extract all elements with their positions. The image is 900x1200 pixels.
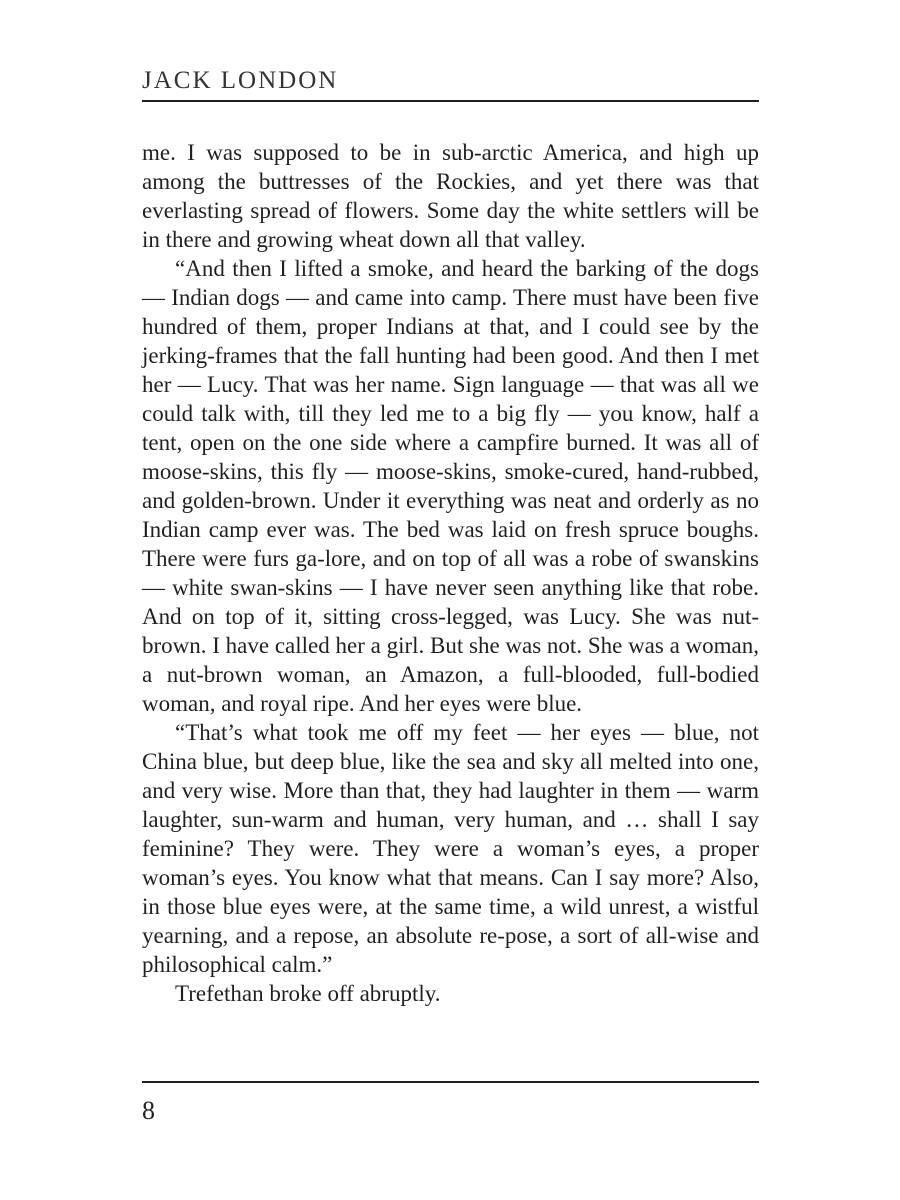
running-head-author: JACK LONDON: [142, 67, 339, 94]
paragraph-2: “And then I lifted a smoke, and heard the barking of the dogs — Indian dogs — and came into camp. There must have been five hundred of them, proper Indians at that, and I could see by the jerking-frames that the fall hunting had been good. And then I met her — Lucy. That was her name. Sign language — that was all we could talk with, till they led me to a big fly — you know, half a tent, open on the one side where a campfire burned. It was all of moose-skins, this fly — moose-skins, smoke-cured, hand-rubbed, and golden-brown. Under it everything was neat and orderly as no Indian camp ever was. The bed was laid on fresh spruce boughs. There were furs ga-lore, and on top of all was a robe of swanskins — white swan-skins — I have never seen anything like that robe. And on top of it, sitting cross-legged, was Lucy. She was nut-brown. I have called her a girl. But she was not. She was a woman, a nut-brown woman, an Amazon, a full-blooded, full-bodied woman, and royal ripe. And her eyes were blue.: [142, 256, 760, 716]
paragraph-1: me. I was supposed to be in sub-arctic America, and high up among the buttresses of the Rockies, and yet there was that everlasting spread of flowers. Some day the white settlers will be in there and growing wheat down all that valley.: [142, 140, 759, 252]
header-rule: [142, 100, 759, 102]
footer-rule: [142, 1081, 759, 1083]
body-text: [142, 138, 759, 1008]
paragraph-3: “That’s what took me off my feet — her eyes — blue, not China blue, but deep blue, like the sea and sky all melted into one, and very wise. More than that, they had laughter in them — warm laughter, sun-warm and human, very human, and … shall I say feminine? They were. They were a woman’s eyes, a proper woman’s eyes. You know what that means. Can I say more? Also, in those blue eyes were, at the same time, a wild unrest, a wistful yearning, and a repose, an absolute re-pose, a sort of all-wise and philosophical calm.”: [142, 720, 759, 977]
paragraph-4: Trefethan broke off abruptly.: [175, 981, 441, 1006]
page-number: 8: [142, 1096, 155, 1125]
